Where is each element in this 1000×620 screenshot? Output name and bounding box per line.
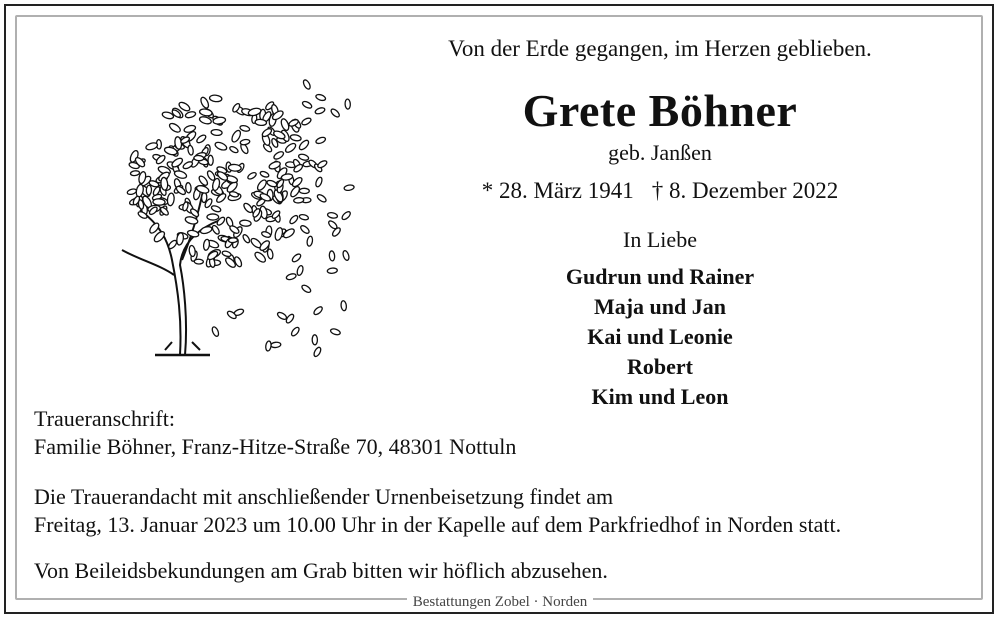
mourner-item: Maja und Jan xyxy=(593,294,727,319)
address-block xyxy=(34,405,516,461)
life-dates xyxy=(360,178,960,204)
footer xyxy=(0,594,1000,611)
tree-with-blowing-leaves-icon xyxy=(110,60,360,365)
deceased-name: Grete Böhner xyxy=(522,85,798,136)
maiden-name: geb. Janßen xyxy=(608,140,712,165)
birth-date: * 28. März 1941 xyxy=(481,178,634,203)
mourner-item: Kai und Leonie xyxy=(587,324,733,349)
service-block xyxy=(34,483,841,539)
mourners-list xyxy=(360,262,960,412)
address-line: Familie Böhner, Franz-Hitze-Straße 70, 48301 Nottuln xyxy=(34,434,517,459)
address-label: Traueranschrift: xyxy=(34,406,175,431)
condolence-note: Von Beileidsbekundungen am Grab bitten wir höflich abzusehen. xyxy=(34,558,608,583)
mourner-item: Kim und Leon xyxy=(591,384,729,409)
mourner-item: Gudrun und Rainer xyxy=(565,264,755,289)
funeral-home-name: Bestattungen Zobel · Norden xyxy=(407,594,594,610)
in-love-label: In Liebe xyxy=(623,227,697,252)
service-line-1: Die Trauerandacht mit anschließender Urnenbeisetzung findet am xyxy=(34,484,614,509)
service-line-2: Freitag, 13. Januar 2023 um 10.00 Uhr in der Kapelle auf dem Parkfriedhof in Norden statt. xyxy=(34,512,842,537)
mourner-item: Robert xyxy=(627,354,693,379)
motto: Von der Erde gegangen, im Herzen geblieben. xyxy=(448,36,872,61)
death-date: † 8. Dezember 2022 xyxy=(651,178,839,203)
